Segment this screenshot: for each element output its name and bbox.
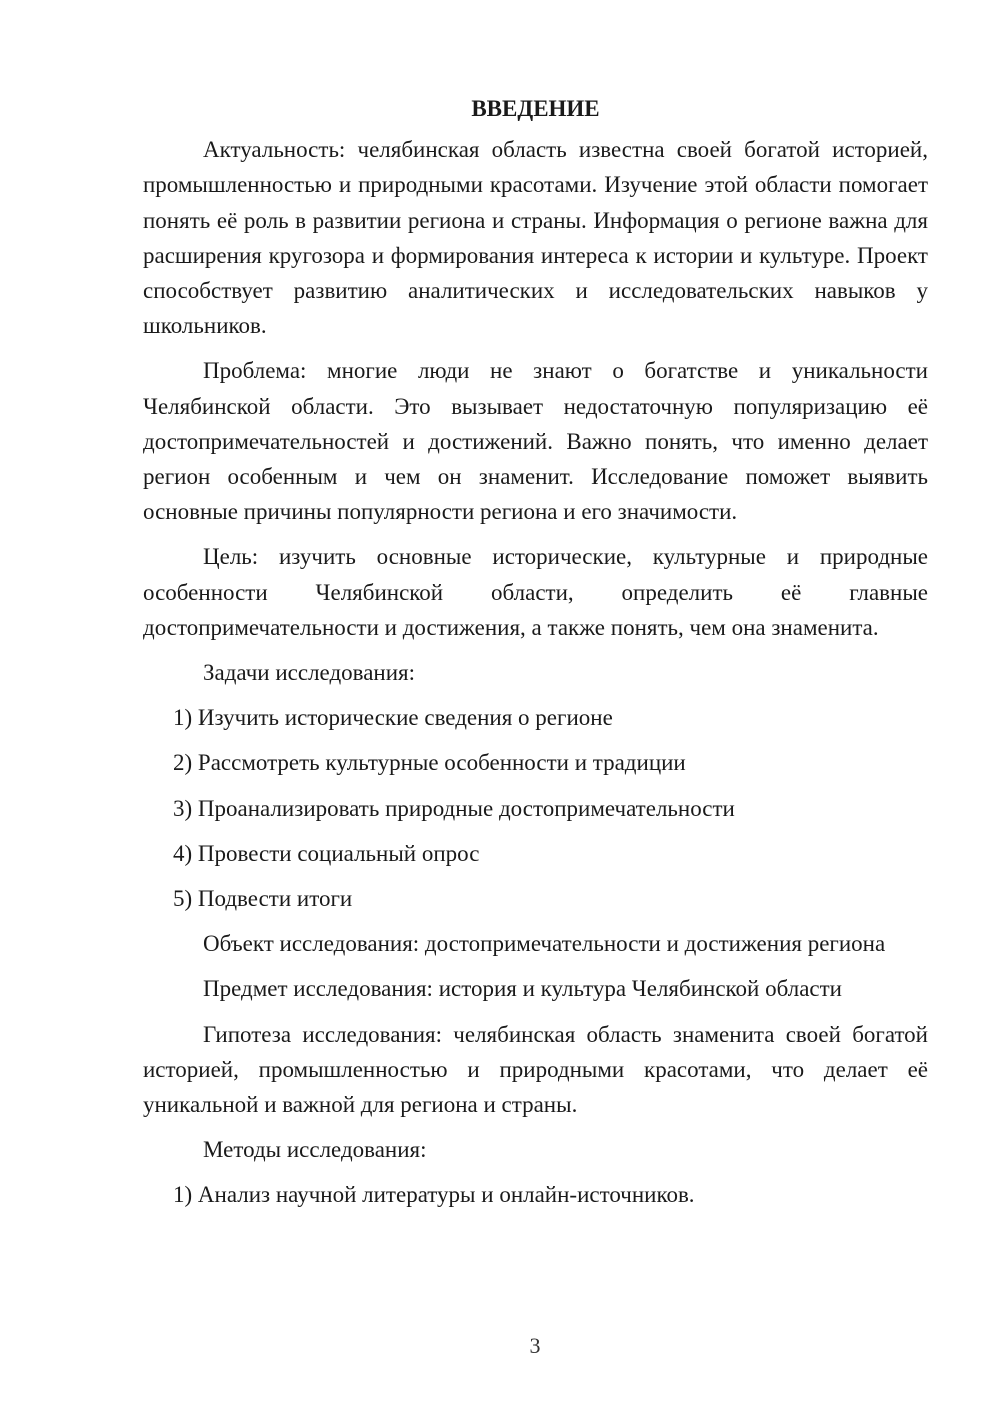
task-item-2: 2) Рассмотреть культурные особенности и традиции xyxy=(173,750,686,776)
page-content xyxy=(143,91,928,1223)
task-item-4: 4) Провести социальный опрос xyxy=(173,840,480,866)
task-item-3: 3) Проанализировать природные достопримечательности xyxy=(173,795,735,821)
task-item-5: 5) Подвести итоги xyxy=(173,886,353,912)
method-item-1: 1) Анализ научной литературы и онлайн-источников. xyxy=(173,1182,695,1208)
page-title: ВВЕДЕНИЕ xyxy=(471,96,600,121)
task-item-1: 1) Изучить исторические сведения о регионе xyxy=(173,705,613,731)
goal-paragraph: Цель: изучить основные исторические, культурные и природные особенности Челябинской области, определить её главные достопримечательности и достижения, а также понять, чем она знаменита. xyxy=(143,544,928,640)
subject-paragraph: Предмет исследования: история и культура Челябинской области xyxy=(203,976,842,1002)
page-number: 3 xyxy=(529,1333,541,1358)
hypothesis-paragraph: Гипотеза исследования: челябинская область знаменита своей богатой историей, промышленностью и природными красотами, что делает её уникальной и важной для региона и страны. xyxy=(143,1021,928,1118)
methods-heading: Методы исследования: xyxy=(203,1137,427,1163)
problem-paragraph: Проблема: многие люди не знают о богатстве и уникальности Челябинской области. Это вызывает недостаточную популяризацию её достопримечательностей и достижений. Важно понять, что именно делает регион особенным и чем он знаменит. Исследование поможет выявить основные причины популярности региона и его значимости. xyxy=(143,358,928,525)
relevance-paragraph: Актуальность: челябинская область известна своей богатой историей, промышленностью и природными красотами. Изучение этой области помогает понять её роль в развитии региона и страны. Информация о регионе важна для расширения кругозора и формирования интереса к истории и культуре. Проект способствует развитию аналитических и исследовательских навыков у школьников. xyxy=(143,137,928,339)
tasks-heading: Задачи исследования: xyxy=(203,660,416,686)
object-paragraph: Объект исследования: достопримечательности и достижения региона xyxy=(203,931,886,957)
